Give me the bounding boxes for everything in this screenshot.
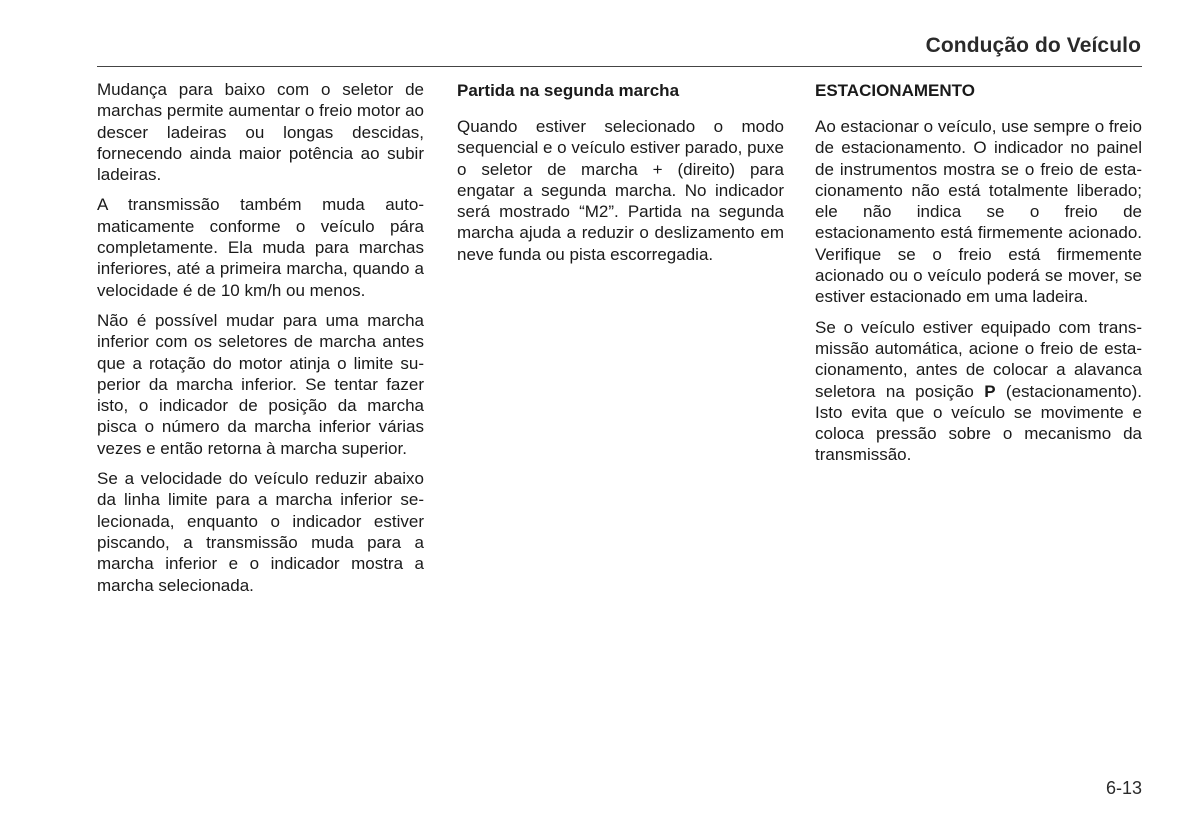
paragraph: A transmissão também muda automaticamente conforme o veículo pára completamente. Ela muda para marchas inferiores, até a primeira marcha, quando a velocidade é de 10 km/h ou menos. bbox=[97, 195, 424, 300]
paragraph: Mudança para baixo com o seletor de marchas permite aumentar o freio motor ao descer ladeiras ou longas descidas, fornecendo ainda maior potência ao subir ladeiras. bbox=[97, 80, 424, 185]
text-run: Se o veículo estiver equipado com transmissão automática, acione o freio de estacionamento, antes de colocar a alavanca seletora na posição bbox=[815, 317, 1142, 401]
text-run: (estacionamento). Isto evita que o veículo se movimente e coloca pressão sobre o mecanismo da transmissão. bbox=[815, 381, 1142, 465]
section-heading: ESTACIONAMENTO bbox=[815, 81, 975, 100]
text-column-2 bbox=[457, 79, 784, 274]
paragraph bbox=[815, 317, 1142, 466]
paragraph: Se a velocidade do veículo reduzir abaixo da linha limite para a marcha inferior selecionada, enquanto o indicador estiver piscando, a transmissão muda para a marcha inferior e o indicador mostra a marcha selecionada. bbox=[97, 469, 424, 595]
paragraph: Ao estacionar o veículo, use sempre o freio de estacionamento. O indicador no painel de instrumentos mostra se o freio de estacionamento não está totalmente liberado; ele não indica se o freio de estacionamento está firmemente acionado. Verifique se o freio está firmemente acionado ou o veículo poderá se mover, se estiver estacionado em uma ladeira. bbox=[815, 117, 1142, 307]
paragraph: Não é possível mudar para uma marcha inferior com os seletores de marcha antes que a rotação do motor atinja o limite superior da marcha inferior. Se tentar fazer isto, o indicador de posição da marcha pisca o número da marcha inferior várias vezes e então retorna à marcha superior. bbox=[97, 310, 424, 458]
header-divider bbox=[97, 66, 1142, 67]
text-column-3 bbox=[815, 79, 1142, 475]
section-heading: Partida na segunda marcha bbox=[457, 81, 680, 100]
page-number: 6-13 bbox=[1105, 778, 1142, 798]
emphasis-text: P bbox=[984, 381, 996, 401]
paragraph: Quando estiver selecionado o modo sequencial e o veículo estiver parado, puxe o seletor de marcha + (direito) para engatar a segunda marcha. No indicador será mostrado “M2”. Partida na segunda marcha ajuda a reduzir o deslizamento em neve funda ou pista escorregadia. bbox=[457, 117, 784, 264]
text-column-1 bbox=[97, 79, 424, 605]
page-title: Condução do Veículo bbox=[925, 34, 1141, 57]
